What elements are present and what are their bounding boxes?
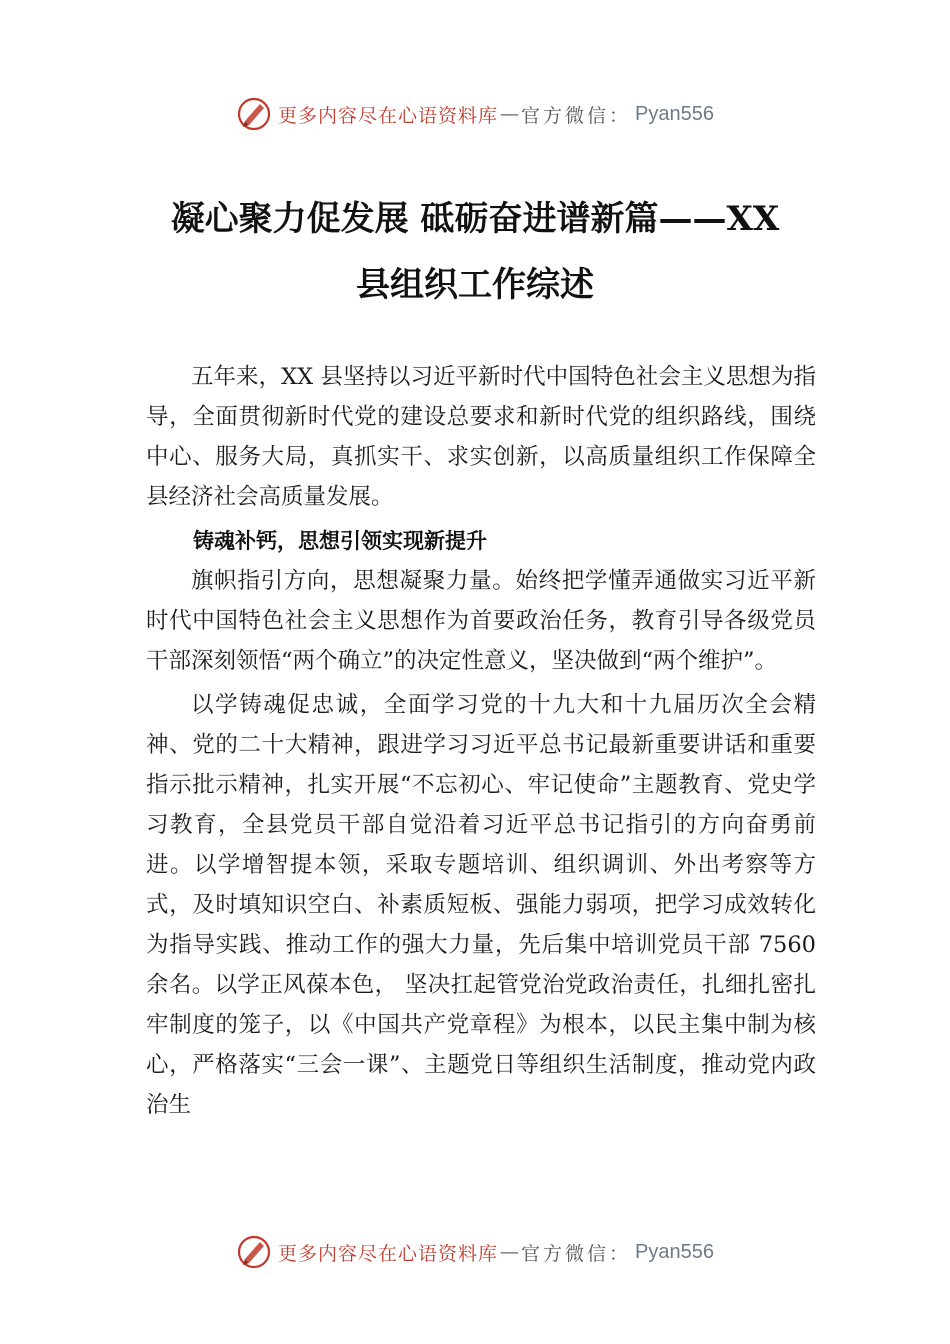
watermark-banner-top — [0, 94, 950, 134]
pen-logo-icon — [236, 96, 272, 132]
paragraph-3: 以学铸魂促忠诚，全面学习党的十九大和十九届历次全会精神、党的二十大精神，跟进学习习近平总书记最新重要讲话和重要指示批示精神，扎实开展“不忘初心、牢记使命”主题教育、党史学习教育，全县党员干部自觉沿着习近平总书记指引的方向奋勇前进。以学增智提本领，采取专题培训、组织调训、外出考察等方式，及时填知识空白、补素质短板、强能力弱项，把学习成效转化为指导实践、推动工作的强大力量，先后集中培训党员干部 7560 余名。以学正风葆本色， 坚决扛起管党治党政治责任，扎细扎密扎牢制度的笼子，以《中国共产党章程》为根本，以民主集中制为核心，严格落实“三会一课”、主题党日等组织生活制度，推动党内政治生 — [146, 692, 816, 1118]
watermark-wechat-label: 官方微信： — [521, 1242, 632, 1265]
watermark-wechat-id: Pyan556 — [635, 102, 714, 125]
title-line-1: 凝心聚力促发展 砥砺奋进谱新篇——XX — [170, 199, 780, 239]
pen-logo-icon — [236, 1234, 272, 1270]
watermark-dash: — — [500, 1241, 520, 1263]
watermark-brand: 更多内容尽在心语资料库 — [278, 1242, 499, 1265]
paragraph-2: 旗帜指引方向，思想凝聚力量。始终把学懂弄通做实习近平新时代中国特色社会主义思想作为首要政治任务，教育引导各级党员干部深刻领悟“两个确立”的决定性意义，坚决做到“两个维护”。 — [146, 568, 816, 674]
document-title — [120, 186, 830, 318]
paragraph-intro: 五年来，XX 县坚持以习近平新时代中国特色社会主义思想为指导，全面贯彻新时代党的建设总要求和新时代党的组织路线，围绕中心、服务大局，真抓实干、求实创新，以高质量组织工作保障全县经济社会高质量发展。 — [146, 364, 816, 510]
watermark-wechat-id: Pyan556 — [635, 1240, 714, 1263]
document-body — [146, 357, 816, 1129]
watermark-banner-bottom — [0, 1232, 950, 1272]
watermark-wechat-label: 官方微信： — [521, 104, 632, 127]
title-line-2: 县组织工作综述 — [356, 265, 594, 305]
watermark-dash: — — [500, 103, 520, 125]
section-heading: 铸魂补钙，思想引领实现新提升 — [193, 529, 487, 553]
watermark-brand: 更多内容尽在心语资料库 — [278, 104, 499, 127]
